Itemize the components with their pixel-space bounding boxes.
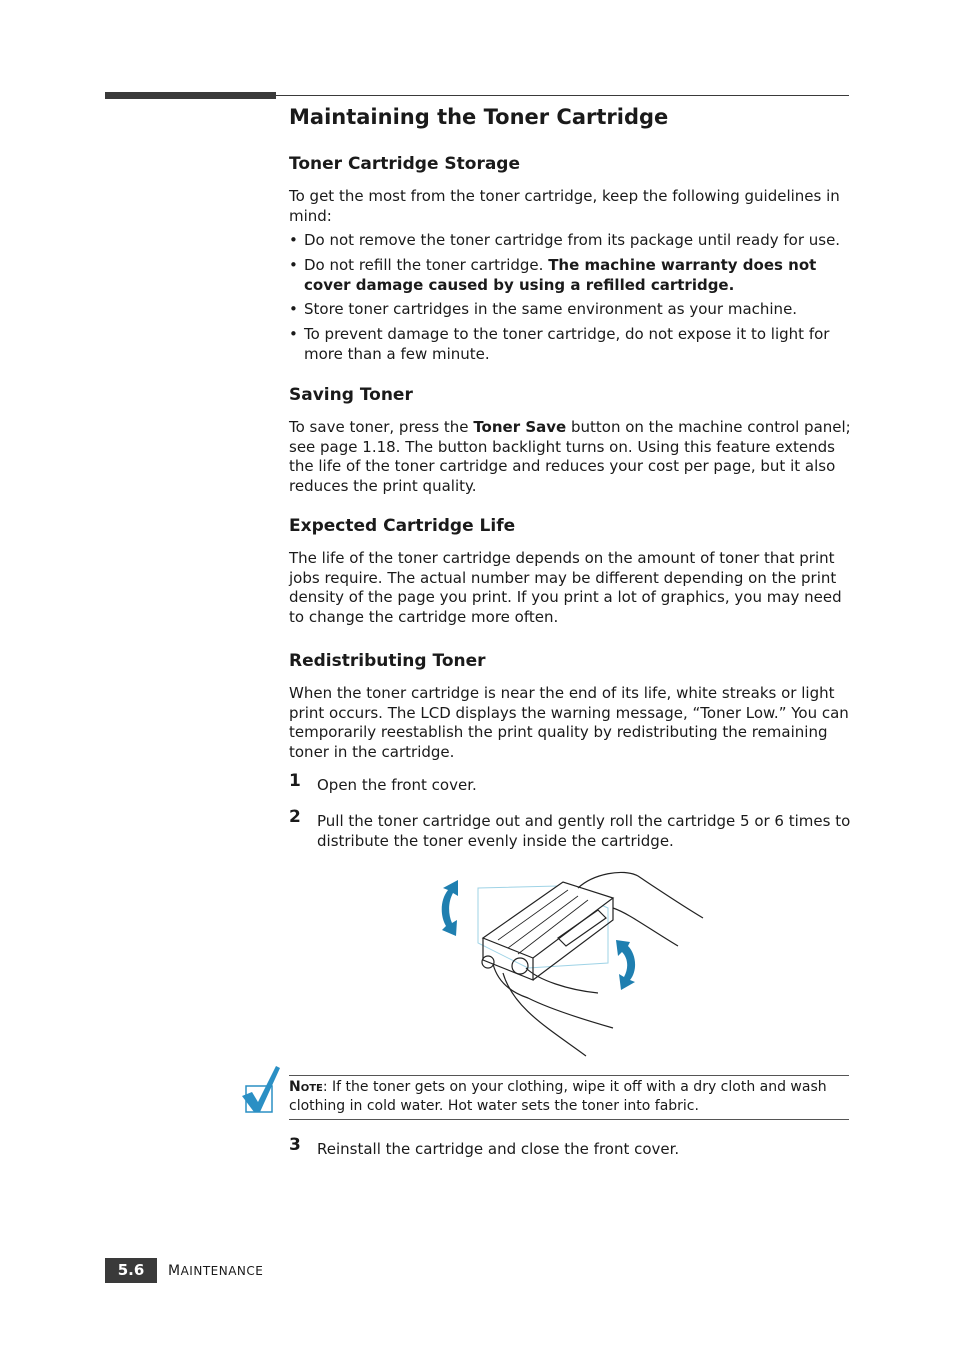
- note-rule-bottom: [289, 1119, 849, 1120]
- list-item: [289, 300, 851, 320]
- step-number: 1: [289, 771, 301, 791]
- storage-intro: To get the most from the toner cartridge, keep the following guidelines in mind:: [289, 187, 840, 225]
- step-text: Pull the toner cartridge out and gently roll the cartridge 5 or 6 times to distribute the toner evenly inside the cartridge.: [317, 812, 851, 850]
- heading-saving: Saving Toner: [289, 385, 413, 405]
- life-text: The life of the toner cartridge depends on the amount of toner that print jobs require. The actual number may be different depending on the print density of the page you print. If you print a lot of graphics, you may need to change the cartridge more often.: [289, 549, 842, 626]
- note-label: NOTE: [289, 1079, 323, 1095]
- step-text: Open the front cover.: [317, 776, 477, 794]
- list-item: [289, 231, 851, 251]
- warranty-warning: The machine warranty does not cover damage caused by using a refilled cartridge.: [304, 256, 817, 294]
- bullet-dot: •: [289, 231, 298, 249]
- heading-life: Expected Cartridge Life: [289, 516, 516, 536]
- list-item: [289, 256, 851, 295]
- cartridge-rolling-illustration: [438, 868, 708, 1058]
- bullet-dot: •: [289, 256, 298, 274]
- step-number: 2: [289, 807, 301, 827]
- heading-storage: Toner Cartridge Storage: [289, 154, 521, 174]
- page-title: Maintaining the Toner Cartridge: [289, 105, 669, 129]
- heading-redistributing: Redistributing Toner: [289, 651, 486, 671]
- note-rule-top: [289, 1075, 849, 1076]
- saving-text: To save toner, press the Toner Save button on the machine control panel; see page 1.18. The button backlight turns on. Using this feature extends the life of the toner cartridge and reduces your cost per page, but it also reduces the print quality.: [289, 418, 851, 495]
- bullet-text: Do not remove the toner cartridge from its package until ready for use.: [304, 231, 841, 249]
- bullet-text: Do not refill the toner cartridge.: [304, 256, 549, 274]
- page-number: 5.6: [105, 1258, 157, 1283]
- step-1: [289, 771, 851, 796]
- step-number: 3: [289, 1135, 301, 1155]
- bullet-text: To prevent damage to the toner cartridge, do not expose it to light for more than a few minute.: [304, 325, 830, 363]
- note-text: NOTE: If the toner gets on your clothing, wipe it off with a dry cloth and wash clothing in cold water. Hot water sets the toner into fabric.: [289, 1079, 827, 1114]
- bullet-dot: •: [289, 325, 298, 343]
- bullet-text: Store toner cartridges in the same environment as your machine.: [304, 300, 798, 318]
- step-3: [289, 1135, 851, 1160]
- bullet-dot: •: [289, 300, 298, 318]
- chapter-label: MAINTENANCE: [168, 1263, 264, 1279]
- step-2: [289, 807, 851, 851]
- header-rule-thin: [276, 95, 849, 96]
- checkmark-icon: [240, 1062, 282, 1118]
- toner-save-label: Toner Save: [473, 418, 567, 436]
- step-text: Reinstall the cartridge and close the front cover.: [317, 1140, 680, 1158]
- list-item: [289, 325, 851, 364]
- header-rule-thick: [105, 92, 276, 99]
- redistributing-text: When the toner cartridge is near the end of its life, white streaks or light print occurs. The LCD displays the warning message, “Toner Low.” You can temporarily reestablish the print quality by redistributing the remaining toner in the cartridge.: [289, 684, 849, 761]
